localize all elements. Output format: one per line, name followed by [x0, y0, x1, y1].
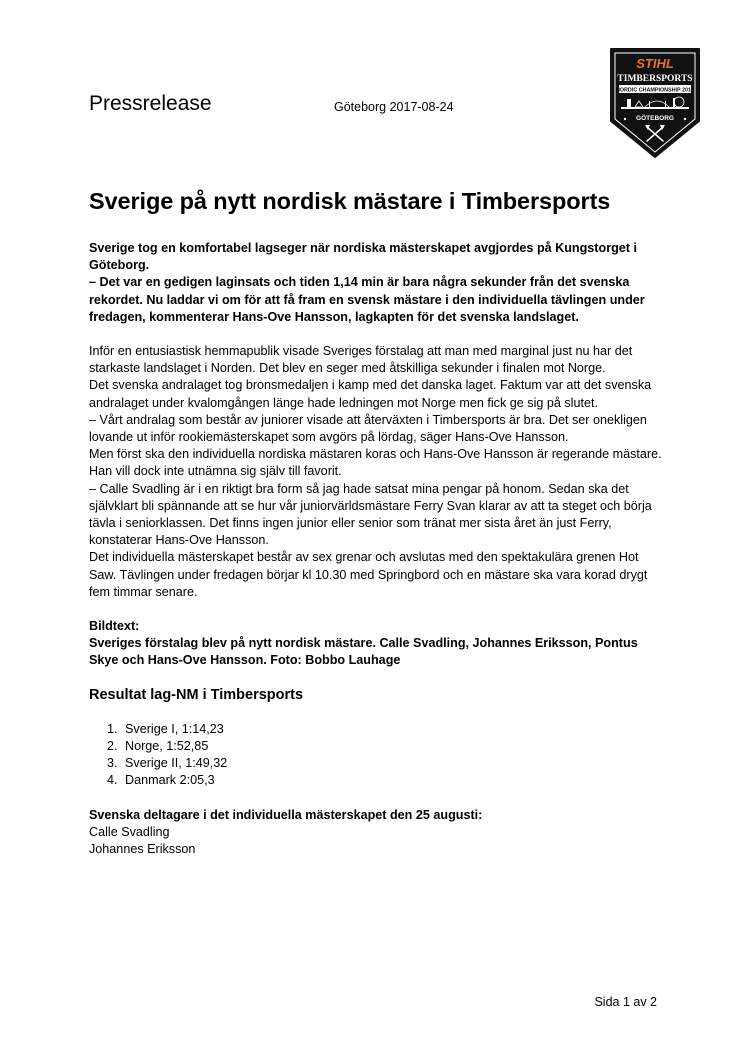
logo-event: NORDIC CHAMPIONSHIP 2017: [615, 87, 695, 94]
photo-caption: Sveriges förstalag blev på nytt nordisk mästare. Calle Svadling, Johannes Eriksson, Pontus Skye och Hans-Ove Hansson. Foto: Bobbo Lauhage: [89, 636, 638, 668]
results-heading: Resultat lag-NM i Timbersports: [89, 686, 304, 703]
page-number: Sida 1 av 2: [594, 995, 657, 1009]
article-body: [89, 240, 669, 858]
headline: Sverige på nytt nordisk mästare i Timbersports: [89, 188, 611, 214]
document-type-title: Pressrelease: [89, 92, 212, 115]
body-paragraph: Det individuella mästerskapet består av sex grenar och avslutas med den spektakulära grenen Hot Saw. Tävlingen under fredagen börjar kl 10.30 med Springbord och en mästare ska vara korad drygt fem timmar senare.: [89, 550, 648, 599]
release-date: Göteborg 2017-08-24: [334, 100, 454, 114]
logo-name: TIMBERSPORTS: [617, 74, 693, 84]
caption-label: Bildtext:: [89, 619, 140, 634]
result-item: 3. Sverige II, 1:49,32: [121, 755, 669, 772]
body-paragraph: – Vårt andralag som består av juniorer visade att återväxten i Timbersports är bra. Det ser onekligen lovande ut inför rookiemästerskapet som avgörs på lördag, säger Hans-Ove Hansson.: [89, 412, 647, 445]
logo-brand: STIHL: [636, 56, 674, 71]
body-paragraph: Inför en entusiastisk hemmapublik visade Sveriges förstalag att man med marginal just nu har det starkaste landslaget i Norden. Det blev en seger med åtskilliga sekunder i finalen mot Norge.: [89, 344, 633, 376]
participant-name: Calle Svadling: [89, 824, 170, 839]
participants-heading: Svenska deltagare i det individuella mästerskapet den 25 augusti:: [89, 807, 483, 822]
body-paragraph: – Calle Svadling är i en riktigt bra form så jag hade satsat mina pengar på honom. Sedan ska det självklart bli spännande att se hur vår juniorvärldsmästare Ferry Svan klarar av att ta steget och börja tävla i seniorklassen. Det finns ingen junior eller senior som tränat mer sista året än just Ferry, konstaterar Hans-Ove Hansson.: [89, 481, 652, 548]
timbersports-logo: [603, 41, 707, 161]
participant-name: Johannes Eriksson: [89, 842, 196, 857]
result-item: 2. Norge, 1:52,85: [121, 738, 669, 755]
results-list: [89, 721, 669, 790]
result-item: 1. Sverige I, 1:14,23: [121, 721, 669, 738]
body-paragraph: Det svenska andralaget tog bronsmedaljen i kamp med det danska laget. Faktum var att det svenska andralaget under kvalomgången länge hade ledningen mot Norge men fick ge sig på slutet.: [89, 378, 652, 410]
body-paragraph: Men först ska den individuella nordiska mästaren koras och Hans-Ove Hansson är regerande mästare. Han vill dock inte utnämna sig själv till favorit.: [89, 447, 662, 479]
logo-city: GÖTEBORG: [636, 115, 674, 122]
result-item: 4. Danmark 2:05,3: [121, 772, 669, 789]
lead-quote: – Det var en gedigen laginsats och tiden 1,14 min är bara några sekunder från det svenska rekordet. Nu laddar vi om för att få fram en svensk mästare i den individuella tävlingen under fredagen, kommenterar Hans-Ove Hansson, lagkapten för det svenska landslaget.: [89, 275, 645, 324]
lead-paragraph: Sverige tog en komfortabel lagseger när nordiska mästerskapet avgjordes på Kungstorget i Göteborg.: [89, 241, 637, 273]
